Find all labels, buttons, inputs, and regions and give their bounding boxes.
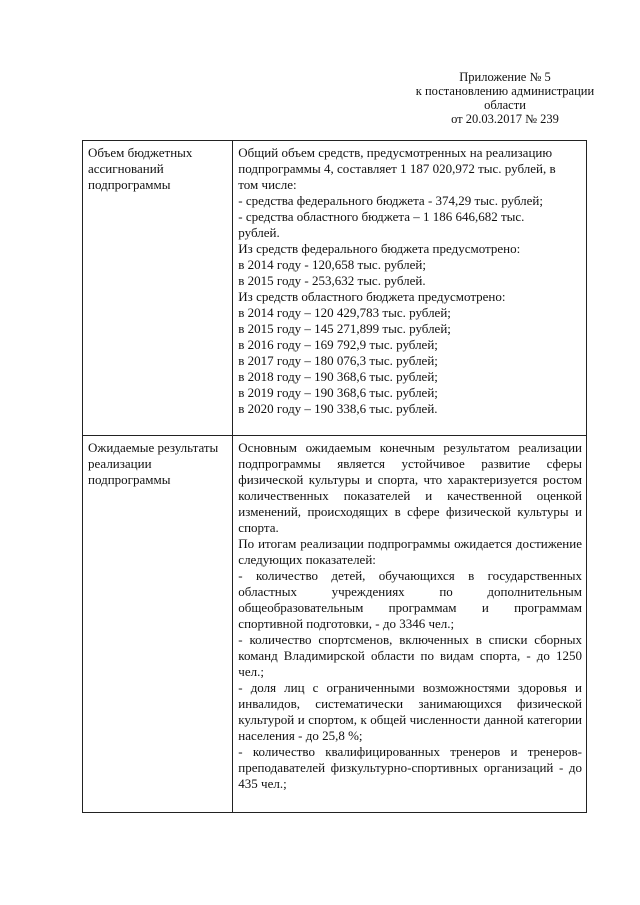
budget-line: в 2015 году – 145 271,899 тыс. рублей; xyxy=(238,321,451,336)
budget-line: Из средств областного бюджета предусмотрено: xyxy=(238,289,506,304)
budget-line: в 2016 году – 169 792,9 тыс. рублей; xyxy=(238,337,438,352)
budget-line: - средства федерального бюджета - 374,29 тыс. рублей; xyxy=(238,193,543,208)
subprogram-passport-table xyxy=(82,140,587,813)
row-label-results: Ожидаемые результаты реализации подпрограммы xyxy=(83,436,233,813)
table-row-budget xyxy=(83,141,587,436)
annex-header xyxy=(410,70,600,126)
budget-content xyxy=(233,141,587,436)
results-paragraph: - количество детей, обучающихся в государственных областных учреждениях по дополнительным общеобразовательным программам и программам спортивной подготовки, - до 3346 чел.; xyxy=(238,568,582,631)
results-paragraph: - количество квалифицированных тренеров и тренеров-преподавателей физкультурно-спортивных организаций - до 435 чел.; xyxy=(238,744,582,791)
budget-line: Из средств федерального бюджета предусмотрено: xyxy=(238,241,521,256)
results-paragraph: По итогам реализации подпрограммы ожидается достижение следующих показателей: xyxy=(238,536,582,567)
annex-number: Приложение № 5 xyxy=(459,70,551,84)
budget-line: - средства областного бюджета – 1 186 646,682 тыс. xyxy=(238,209,525,224)
table-row-results xyxy=(83,436,587,813)
budget-line: в 2015 году - 253,632 тыс. рублей. xyxy=(238,273,426,288)
results-content xyxy=(233,436,587,813)
budget-line: в 2018 году – 190 368,6 тыс. рублей; xyxy=(238,369,438,384)
budget-line: том числе: xyxy=(238,177,297,192)
results-paragraph: - количество спортсменов, включенных в списки сборных команд Владимирской области по видам спорта, - до 1250 чел.; xyxy=(238,632,582,679)
row-label-budget: Объем бюджетных ассигнований подпрограммы xyxy=(83,141,233,436)
results-paragraph: Основным ожидаемым конечным результатом реализации подпрограммы является устойчивое развитие сферы физической культуры и спорта, что характеризуется ростом количественных показателей и качественной оценкой изменений, происходящих в сфере физической культуры и спорта. xyxy=(238,440,582,535)
results-paragraph: - доля лиц с ограниченными возможностями здоровья и инвалидов, систематически занимающихся физической культурой и спортом, к общей численности данной категории населения - до 25,8 %; xyxy=(238,680,582,743)
budget-line: Общий объем средств, предусмотренных на реализацию xyxy=(238,145,553,160)
budget-line: в 2014 году - 120,658 тыс. рублей; xyxy=(238,257,426,272)
budget-line: подпрограммы 4, составляет 1 187 020,972 тыс. рублей, в xyxy=(238,161,556,176)
annex-date: от 20.03.2017 № 239 xyxy=(451,112,559,126)
budget-line: рублей. xyxy=(238,225,280,240)
budget-line: в 2017 году – 180 076,3 тыс. рублей; xyxy=(238,353,438,368)
budget-line: в 2014 году – 120 429,783 тыс. рублей; xyxy=(238,305,451,320)
budget-line: в 2019 году – 190 368,6 тыс. рублей; xyxy=(238,385,438,400)
annex-region: области xyxy=(484,98,526,112)
annex-resolution: к постановлению администрации xyxy=(415,84,595,98)
budget-line: в 2020 году – 190 338,6 тыс. рублей. xyxy=(238,401,438,416)
